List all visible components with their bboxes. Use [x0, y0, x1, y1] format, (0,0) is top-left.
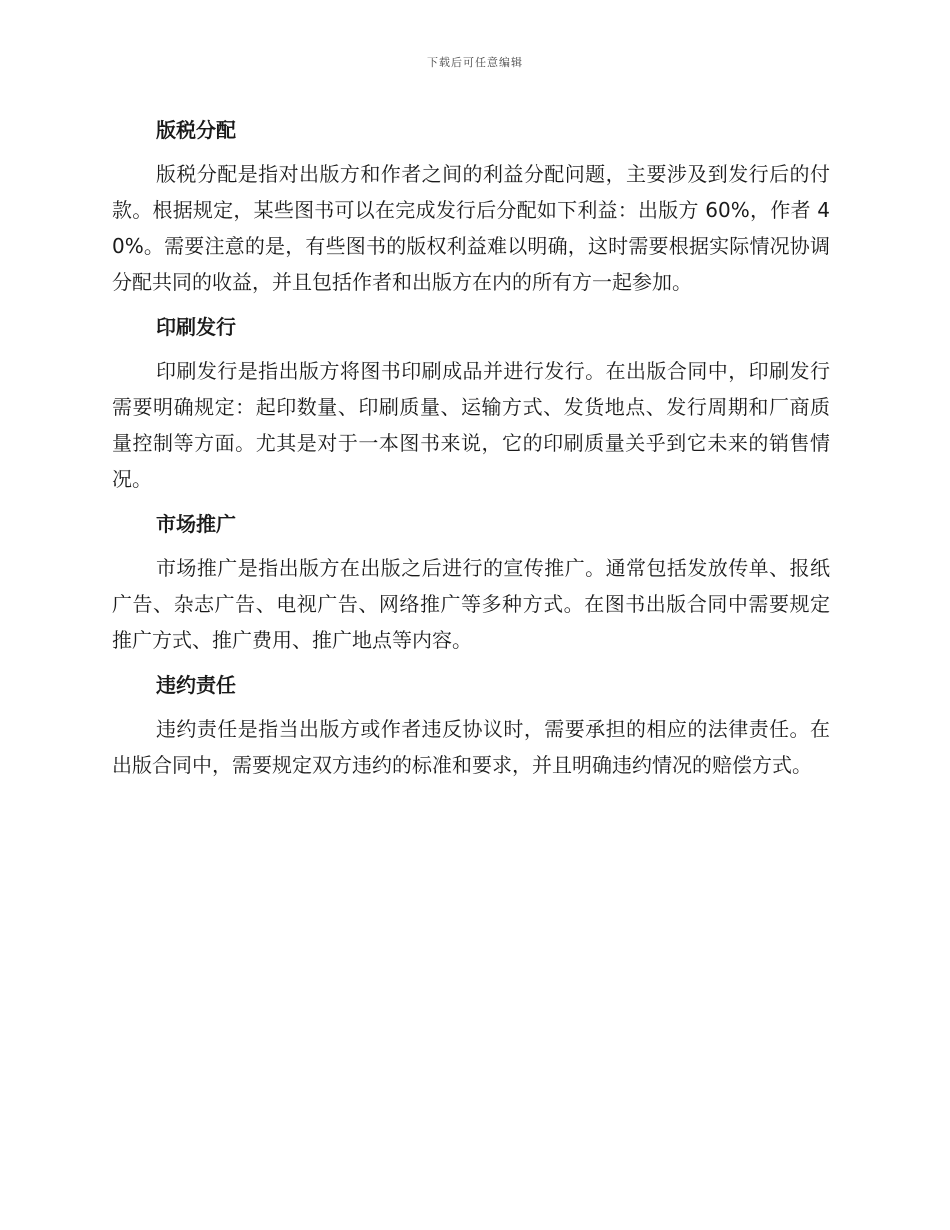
section-heading: 印刷发行	[156, 315, 236, 339]
section-breach-liability	[112, 667, 830, 783]
document-body	[112, 112, 830, 792]
section-paragraph: 印刷发行是指出版方将图书印刷成品并进行发行。在出版合同中，印刷发行需要明确规定：起印数量、印刷质量、运输方式、发货地点、发行周期和厂商质量控制等方面。尤其是对于一本图书来说，它的印刷质量关乎到它未来的销售情况。	[112, 359, 830, 491]
section-heading: 市场推广	[156, 512, 236, 536]
section-paragraph: 违约责任是指当出版方或作者违反协议时，需要承担的相应的法律责任。在出版合同中，需要规定双方违约的标准和要求，并且明确违约情况的赔偿方式。	[112, 717, 830, 777]
section-paragraph: 版税分配是指对出版方和作者之间的利益分配问题，主要涉及到发行后的付款。根据规定，某些图书可以在完成发行后分配如下利益：出版方 60%，作者 40%。需要注意的是，有些图书的版权利益难以明确，这时需要根据实际情况协调分配共同的收益，并且包括作者和出版方在内的所有方一起参加。	[112, 162, 830, 294]
section-royalty-distribution	[112, 112, 830, 300]
section-paragraph: 市场推广是指出版方在出版之后进行的宣传推广。通常包括发放传单、报纸广告、杂志广告、电视广告、网络推广等多种方式。在图书出版合同中需要规定推广方式、推广费用、推广地点等内容。	[112, 556, 830, 652]
section-marketing-promotion	[112, 506, 830, 658]
section-heading: 违约责任	[156, 673, 236, 697]
page-header-note: 下载后可任意编辑	[427, 56, 523, 69]
section-printing-distribution	[112, 309, 830, 497]
section-heading: 版税分配	[156, 118, 236, 142]
